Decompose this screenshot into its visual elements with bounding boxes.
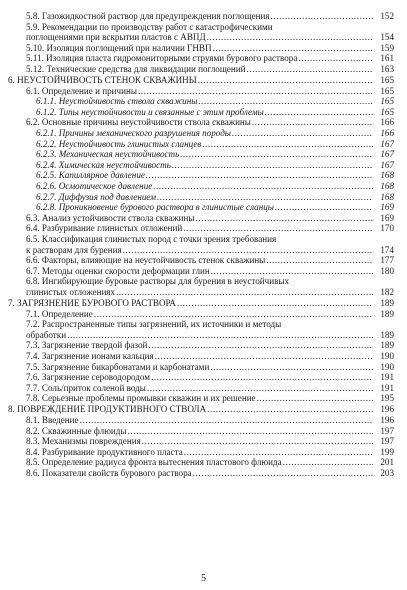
toc-section-entry	[8, 457, 394, 468]
dot-leader	[148, 340, 373, 351]
toc-entry-title: 6.1.1. Неустойчивость ствола скважины	[36, 96, 198, 107]
toc-page-number: 191	[380, 382, 394, 393]
toc-subsection-entry	[8, 139, 394, 150]
toc-entry-title: 6.2.1. Причины механического разрушения породы	[36, 128, 231, 139]
toc-page-number: 174	[380, 244, 394, 255]
toc-entry-title: 6. НЕУСТОЙЧИВОСТЬ СТЕНОК СКВАЖИНЫ	[8, 75, 197, 86]
dot-leader	[153, 181, 373, 192]
dot-leader	[252, 117, 373, 128]
toc-page-number: 167	[380, 149, 394, 160]
toc-entry-title: 5.11. Изоляция пласта гидромониторными струями бурового раствора	[26, 53, 298, 64]
dot-leader	[172, 160, 373, 171]
toc-entry-title: 6.2.7. Диффузия под давлением	[36, 191, 157, 202]
toc-section-entry	[8, 351, 394, 362]
toc-page-number: 189	[380, 308, 394, 319]
dot-leader	[266, 255, 373, 266]
dot-leader	[196, 213, 374, 224]
toc-page-number: 203	[380, 468, 394, 479]
toc-page-number: 182	[380, 286, 394, 297]
toc-subsection-entry	[8, 128, 394, 139]
toc-entry-title: 6.2.2. Неустойчивость глинистых сланцев	[36, 138, 202, 149]
toc-page-number: 167	[380, 138, 394, 149]
toc-entry-title: 5.9. Рекомендации по производству работ с катастрофическими	[26, 21, 273, 32]
toc-entry-title: 5.8. Газожидкостной раствор для предупреждения поглощения	[26, 11, 270, 21]
dot-leader	[207, 32, 373, 43]
dot-leader	[67, 330, 373, 341]
toc-page-number: 197	[380, 436, 394, 447]
toc-section-entry	[8, 447, 394, 458]
toc-section-entry	[8, 11, 394, 22]
toc-subsection-entry	[8, 170, 394, 181]
table-of-contents	[8, 11, 394, 479]
toc-entry-title: 6.2.6. Осмотическое давление	[36, 181, 153, 191]
toc-subsection-entry	[8, 181, 394, 192]
toc-subsection-entry	[8, 149, 394, 160]
page-number: 5	[201, 573, 206, 584]
dot-leader	[80, 415, 373, 426]
toc-entry-title: 7.6. Загрязнение сероводородом	[26, 372, 151, 383]
toc-section-entry	[8, 340, 394, 351]
toc-chapter-entry	[8, 75, 394, 86]
dot-leader	[247, 64, 374, 75]
toc-section-entry	[8, 426, 394, 437]
dot-leader	[184, 447, 373, 458]
toc-entry-title: 7.7. Соль/приток соленой воды	[26, 382, 146, 393]
toc-page-number: 196	[380, 415, 394, 426]
toc-page-number: 167	[380, 159, 394, 170]
toc-page-number: 165	[380, 75, 394, 86]
toc-entry-title: 6.1.2. Типы неустойчивости и связанные с этим проблемы	[36, 106, 264, 117]
dot-leader	[151, 372, 373, 383]
toc-section-entry	[8, 86, 394, 97]
toc-entry-title: 6.1. Определение и причины	[26, 85, 137, 96]
toc-page-number: 163	[380, 63, 394, 74]
dot-leader	[198, 75, 373, 86]
toc-entry-title-continuation: глинистых отложениях	[26, 286, 116, 297]
toc-subsection-entry	[8, 107, 394, 118]
toc-entry-title: 7.2. Распространенные типы загрязнений, их источники и методы	[26, 319, 282, 330]
toc-entry-title: 6.4. Разбуривание глинистых отложений	[26, 223, 183, 234]
toc-entry-title: 8.6. Показатели свойств бурового раствора	[26, 468, 192, 479]
toc-section-entry	[8, 213, 394, 224]
toc-section-entry	[8, 468, 394, 479]
toc-entry-title: 8. ПОВРЕЖДЕНИЕ ПРОДУКТИВНОГО СТВОЛА	[8, 404, 207, 415]
toc-subsection-entry	[8, 192, 394, 203]
dot-leader	[207, 404, 373, 415]
dot-leader	[94, 309, 373, 320]
toc-page-number: 190	[380, 361, 394, 372]
toc-subsection-entry	[8, 202, 394, 213]
dot-leader	[123, 245, 373, 256]
toc-section-entry	[8, 309, 394, 320]
toc-section-entry	[8, 436, 394, 447]
toc-entry-title: 8.3. Механизмы повреждения	[26, 436, 141, 447]
toc-entry-title-continuation: к растворам для бурения	[26, 244, 122, 255]
toc-entry-title: 6.6. Факторы, влияющие на неустойчивость стенок скважины	[26, 255, 266, 266]
toc-entry-title: 7.1. Определение	[26, 308, 93, 319]
toc-entry-title: 8.5. Определение радиуса фронта вытеснения пластового флюида	[26, 457, 282, 468]
toc-section-entry	[8, 64, 394, 75]
dot-leader	[155, 351, 373, 362]
dot-leader	[183, 223, 373, 234]
toc-section-entry	[8, 117, 394, 128]
dot-leader	[283, 457, 373, 468]
toc-page-number: 165	[380, 85, 394, 96]
toc-section-entry	[8, 255, 394, 266]
dot-leader	[257, 393, 373, 404]
toc-page-number: 196	[380, 404, 394, 415]
toc-entry-title: 6.5. Классификация глинистых пород с точки зрения требования	[26, 233, 277, 244]
toc-entry-title: 6.2.3. Механическая неустойчивость	[36, 149, 180, 160]
toc-entry-title: 6.2.4. Химическая неустойчивость	[36, 159, 171, 170]
toc-section-entry	[8, 266, 394, 277]
toc-entry-title: 7.8. Серьезные проблемы промывки скважин и их решение	[26, 393, 256, 404]
toc-entry-title: 8.1. Введение	[26, 415, 79, 426]
toc-section-entry	[8, 22, 394, 43]
toc-chapter-entry	[8, 404, 394, 415]
toc-section-entry	[8, 362, 394, 373]
toc-section-entry	[8, 415, 394, 426]
dot-leader	[147, 383, 373, 394]
dot-leader	[177, 298, 373, 309]
dot-leader	[180, 149, 373, 160]
toc-page-number: 189	[380, 329, 394, 340]
toc-page-number: 166	[380, 128, 394, 139]
toc-section-entry	[8, 372, 394, 383]
dot-leader	[146, 170, 373, 181]
toc-entry-title: 7.4. Загрязнение ионами кальция	[26, 351, 154, 361]
toc-section-entry	[8, 276, 394, 297]
toc-section-entry	[8, 43, 394, 54]
toc-page-number: 154	[380, 32, 394, 43]
dot-leader	[116, 287, 373, 298]
toc-page-number: 169	[380, 202, 394, 213]
toc-section-entry	[8, 234, 394, 255]
toc-section-entry	[8, 383, 394, 394]
dot-leader	[211, 266, 373, 277]
dot-leader	[275, 202, 373, 213]
dot-leader	[210, 362, 373, 373]
toc-page-number: 189	[380, 298, 394, 309]
dot-leader	[271, 11, 373, 22]
toc-entry-title: 5.10. Изоляция поглощений при наличии ГНВП	[26, 42, 212, 53]
toc-entry-title-continuation: обработки	[26, 329, 67, 340]
toc-subsection-entry	[8, 96, 394, 107]
toc-entry-title: 6.2.5. Капиллярное давление	[36, 170, 145, 181]
toc-page-number: 190	[380, 351, 394, 361]
toc-section-entry	[8, 319, 394, 340]
toc-entry-title: 6.8. Ингибирующие буровые растворы для бурения в неустойчивых	[26, 276, 290, 287]
toc-entry-title: 6.3. Анализ устойчивости ствола скважины	[26, 212, 195, 223]
toc-page-number: 165	[380, 106, 394, 117]
dot-leader	[232, 128, 373, 139]
toc-page-number: 168	[380, 170, 394, 181]
dot-leader	[213, 43, 373, 54]
toc-page-number: 191	[380, 372, 394, 383]
toc-chapter-entry	[8, 298, 394, 309]
toc-entry-title: 6.7. Методы оценки скорости деформации глин	[26, 265, 210, 276]
dot-leader	[138, 86, 373, 97]
dot-leader	[198, 96, 373, 107]
toc-page-number: 199	[380, 446, 394, 457]
toc-page-number: 177	[380, 255, 394, 266]
toc-subsection-entry	[8, 160, 394, 171]
dot-leader	[128, 426, 373, 437]
toc-page-number: 168	[380, 181, 394, 191]
toc-entry-title-continuation: поглощениями при вскрытии пластов с АВПД	[26, 32, 206, 43]
toc-page-number: 166	[380, 117, 394, 128]
toc-section-entry	[8, 53, 394, 64]
toc-page-number: 189	[380, 340, 394, 351]
toc-page-number: 161	[380, 53, 394, 64]
dot-leader	[193, 468, 373, 479]
dot-leader	[142, 436, 373, 447]
dot-leader	[298, 53, 373, 64]
dot-leader	[265, 107, 373, 118]
toc-page-number: 159	[380, 42, 394, 53]
toc-page-number: 170	[380, 223, 394, 234]
toc-page-number: 180	[380, 265, 394, 276]
toc-entry-title: 7.3. Загрязнение твердой фазой	[26, 340, 148, 351]
toc-section-entry	[8, 393, 394, 404]
toc-entry-title: 6.2. Основные причины неустойчивости ствола скважины	[26, 117, 251, 128]
toc-page-number: 201	[380, 457, 394, 468]
dot-leader	[157, 192, 373, 203]
dot-leader	[202, 139, 373, 150]
toc-entry-title: 5.12. Технические средства для ликвидации поглощений	[26, 63, 246, 74]
toc-entry-title: 8.4. Разбуривание продуктивного пласта	[26, 446, 183, 457]
toc-entry-title: 8.2. Скважинные флюиды	[26, 425, 127, 436]
toc-entry-title: 7. ЗАГРЯЗНЕНИЕ БУРОВОГО РАСТВОРА	[8, 298, 176, 309]
toc-entry-title: 7.5. Загрязнение бикарбонатами и карбонатами	[26, 361, 210, 372]
toc-page-number: 165	[380, 96, 394, 107]
toc-page-number: 168	[380, 191, 394, 202]
toc-section-entry	[8, 223, 394, 234]
toc-page-number: 197	[380, 425, 394, 436]
toc-entry-title: 6.2.8. Проникновение бурового раствора в глинистые сланцы	[36, 202, 274, 213]
toc-page-number: 169	[380, 212, 394, 223]
toc-page-number: 152	[380, 11, 394, 21]
toc-page-number: 195	[380, 393, 394, 404]
